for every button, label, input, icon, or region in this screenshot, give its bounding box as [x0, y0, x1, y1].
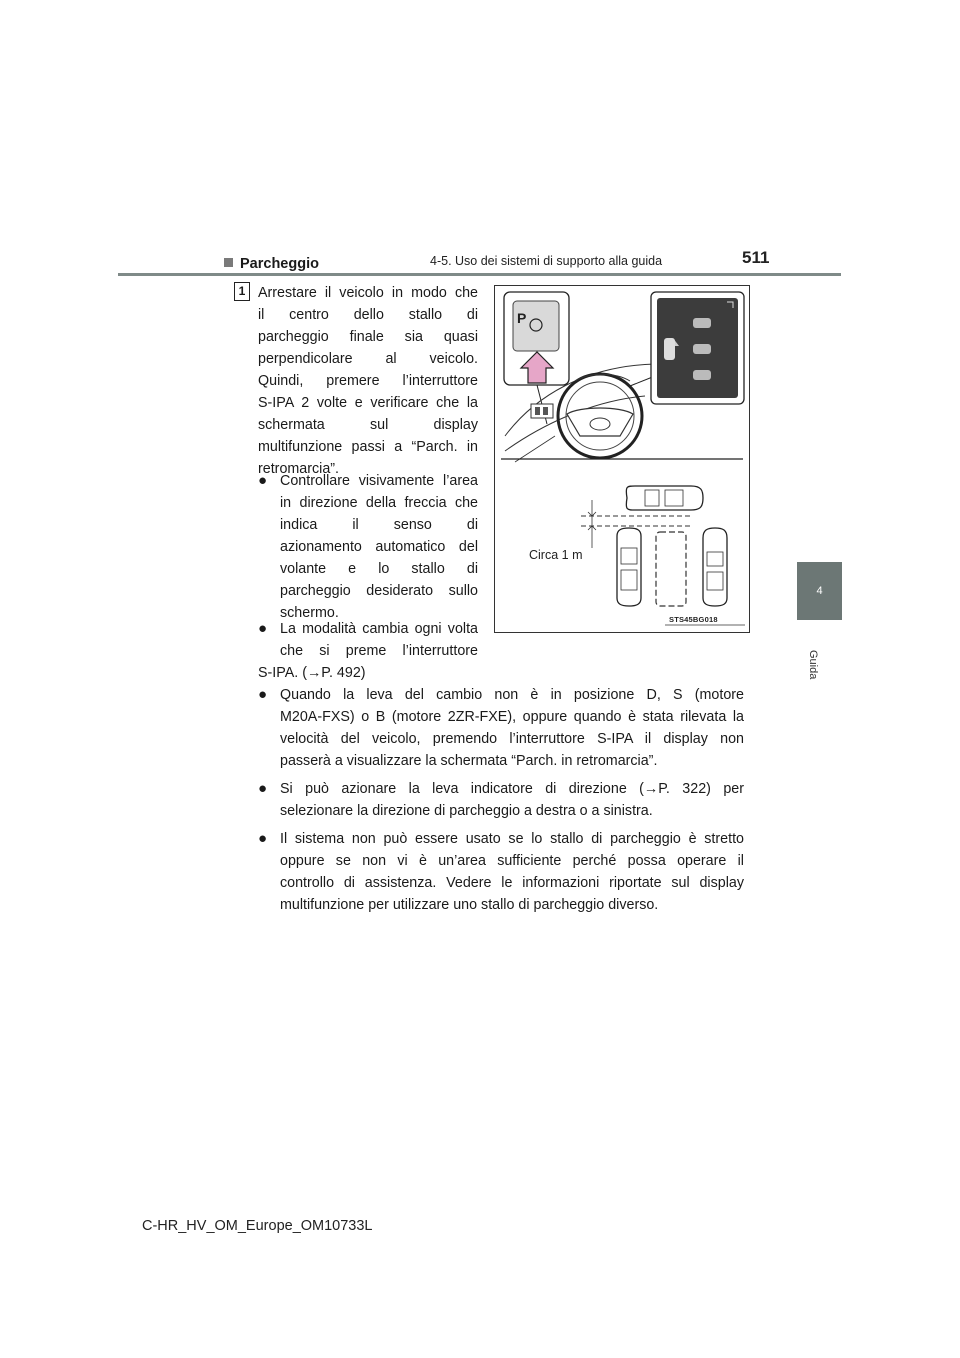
- bullet-line: oppure se non vi è un’area sufficiente perché possa operare il: [280, 853, 744, 869]
- step-line: S-IPA 2 volte e verificare che la: [258, 395, 478, 411]
- display-car-icon: [693, 370, 711, 380]
- chapter-tab: 4: [797, 562, 842, 620]
- parked-vehicle-left: [617, 528, 641, 606]
- switch-2: [543, 407, 548, 415]
- illustration-code: STS45BG018: [669, 615, 718, 624]
- bullet-line: velocità del veicolo, premendo l’interruttore S-IPA il display non: [280, 731, 744, 747]
- bullet-line: Il sistema non può essere usato se lo stallo di parcheggio è stretto: [280, 831, 744, 847]
- bullet-line: che si preme l’interruttore: [280, 643, 478, 659]
- bullet-line: parcheggio desiderato sullo: [280, 583, 478, 599]
- bullet-dot-icon: ●: [258, 780, 268, 797]
- step-text: [258, 282, 478, 480]
- button-p-letter: P: [517, 310, 527, 326]
- page-number: 511: [742, 248, 770, 267]
- bullet-line: in direzione della freccia che: [280, 495, 478, 511]
- header-rule: [118, 273, 841, 276]
- distance-label: Circa 1 m: [529, 548, 583, 562]
- step-line: schermata sul display: [258, 417, 478, 433]
- section-heading: [224, 256, 319, 272]
- parked-vehicle-right: [703, 528, 727, 606]
- document-code: C-HR_HV_OM_Europe_OM10733L: [142, 1218, 373, 1234]
- bullet-line: volante e lo stallo di: [280, 561, 478, 577]
- bullet-line: S-IPA. (→P. 492): [258, 665, 366, 681]
- bullet-line: schermo.: [280, 605, 339, 621]
- step-line: Arrestare il veicolo in modo che: [258, 285, 478, 301]
- bullet-line: La modalità cambia ogni volta: [280, 621, 478, 637]
- bullet-line: indica il senso di: [280, 517, 478, 533]
- step-line: il centro dello stallo di: [258, 307, 478, 323]
- bullet-line: Controllare visivamente l’area: [280, 473, 478, 489]
- target-parking-slot: [656, 532, 686, 606]
- bullet-line: multifunzione per utilizzare uno stallo di parcheggio diverso.: [280, 897, 659, 913]
- bullet-line: M20A-FXS) o B (motore 2ZR-FXE), oppure quando è stata rilevata la: [280, 709, 744, 725]
- bullet-dot-icon: ●: [258, 620, 268, 637]
- steering-logo: [590, 418, 610, 430]
- bullet-line: Si può azionare la leva indicatore di direzione (→P. 322) per: [280, 781, 744, 797]
- chapter-label-text: Guida: [807, 650, 819, 680]
- switch-1: [535, 407, 540, 415]
- step-line: retromarcia”.: [258, 461, 340, 477]
- step-line: perpendicolare al veicolo.: [258, 351, 478, 367]
- illustration-svg: [495, 286, 749, 632]
- bullet-line: azionamento automatico del: [280, 539, 478, 555]
- switch-panel: [531, 404, 553, 418]
- bullet-line: controllo di assistenza. Vedere le informazioni riportate sul display: [280, 875, 744, 891]
- display-own-car-icon: [664, 338, 675, 360]
- display-car-icon: [693, 344, 711, 354]
- step-number-box: 1: [234, 282, 250, 301]
- bullet-line: passerà a visualizzare la schermata “Parch. in retromarcia”.: [280, 753, 658, 769]
- step-line: parcheggio finale sia quasi: [258, 329, 478, 345]
- step-line: Quindi, premere l’interruttore: [258, 373, 478, 389]
- s-ipa-button: [513, 301, 559, 351]
- display-car-icon: [693, 318, 711, 328]
- bullet-line: selezionare la direzione di parcheggio a destra o a sinistra.: [280, 803, 653, 819]
- heading-text: Parcheggio: [240, 256, 319, 272]
- chapter-label: [795, 650, 845, 680]
- bullet-line: Quando la leva del cambio non è in posizione D, S (motore: [280, 687, 744, 703]
- parking-illustration: [494, 285, 750, 633]
- step-line: multifunzione passi a “Parch. in: [258, 439, 478, 455]
- section-title: 4-5. Uso dei sistemi di supporto alla guida: [430, 254, 663, 268]
- bullet-dot-icon: ●: [258, 686, 268, 703]
- bullet-dot-icon: ●: [258, 830, 268, 847]
- heading-square-icon: [224, 258, 233, 267]
- bullet-dot-icon: ●: [258, 472, 268, 489]
